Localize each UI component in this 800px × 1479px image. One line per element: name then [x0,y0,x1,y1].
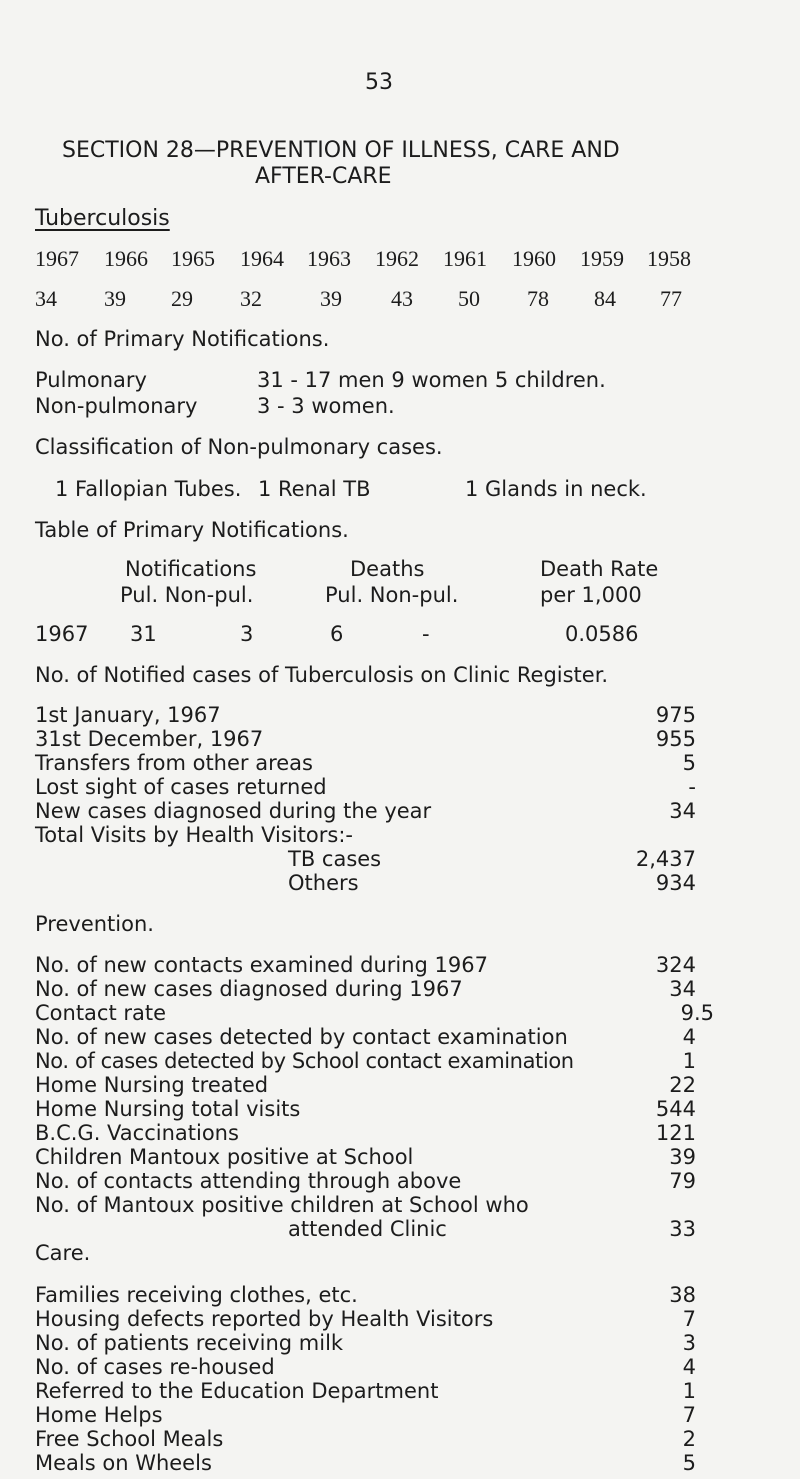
list-item-label: No. of Mantoux positive children at School who [35,1193,529,1217]
list-item-label: Others [288,871,359,895]
primary-notifications-heading: No. of Primary Notifications. [35,327,330,351]
classification-item: 1 Glands in neck. [465,477,647,501]
list-item-label: Home Helps [35,1403,163,1427]
table-heading: Table of Primary Notifications. [35,518,349,542]
list-item-value: 79 [669,1169,696,1193]
list-item-value: 9.5 [680,1001,714,1025]
list-item-value: 5 [682,751,696,775]
list-item-value: 4 [682,1025,696,1049]
col-notifications: Notifications [125,557,257,581]
list-item-label: No. of new cases detected by contact examination [35,1025,568,1049]
list-item-label: TB cases [288,847,382,871]
list-item-label: New cases diagnosed during the year [35,799,432,823]
count-cell: 50 [458,286,480,311]
section-title-line-1: SECTION 28—PREVENTION OF ILLNESS, CARE AND [62,138,620,163]
count-cell: 39 [320,286,342,311]
list-item-label: Total Visits by Health Visitors:- [35,823,353,847]
year-cell: 1962 [375,246,419,271]
count-cell: 32 [240,286,262,311]
count-cell: 84 [594,286,616,311]
row-value: 3 [240,622,254,646]
row-value: 31 [130,622,157,646]
list-item-label: No. of contacts attending through above [35,1169,462,1193]
list-item-label: 1st January, 1967 [35,703,221,727]
list-item-label: Lost sight of cases returned [35,775,327,799]
list-item-label: Free School Meals [35,1427,224,1451]
list-item-value: 324 [655,953,696,977]
list-item-value: 34 [669,799,696,823]
list-item-value: 7 [682,1307,696,1331]
pulmonary-label: Pulmonary [35,368,147,392]
list-item-label: No. of cases re-housed [35,1355,275,1379]
count-cell: 43 [391,286,413,311]
list-item-label: Children Mantoux positive at School [35,1145,414,1169]
pulmonary-text: 31 - 17 men 9 women 5 children. [257,368,606,392]
sub-notifications: Pul. Non-pul. [120,583,254,607]
list-item-value: 34 [669,977,696,1001]
year-cell: 1965 [171,246,215,271]
count-cell: 34 [35,286,57,311]
count-cell: 39 [104,286,126,311]
list-item-label: Families receiving clothes, etc. [35,1283,358,1307]
list-item-label: attended Clinic [288,1217,447,1241]
clinic-register-heading: No. of Notified cases of Tuberculosis on Clinic Register. [35,663,609,687]
list-item-label: Home Nursing total visits [35,1097,301,1121]
list-item-value: 7 [682,1403,696,1427]
section-title-line-2: AFTER-CARE [255,164,392,189]
year-cell: 1967 [35,246,79,271]
list-item-label: Contact rate [35,1001,167,1025]
list-item-value: 934 [655,871,696,895]
list-item-value: 975 [655,703,696,727]
list-item-value: 33 [669,1217,696,1241]
classification-heading: Classification of Non-pulmonary cases. [35,435,443,459]
list-item-value: 544 [655,1097,696,1121]
count-cell: 78 [527,286,549,311]
nonpulmonary-text: 3 - 3 women. [257,394,395,418]
year-cell: 1966 [104,246,148,271]
count-cell: 77 [660,286,682,311]
list-item-value: 38 [669,1283,696,1307]
list-item-label: Transfers from other areas [35,751,313,775]
list-item-value: 22 [669,1073,696,1097]
list-item-label: Home Nursing treated [35,1073,269,1097]
row-year: 1967 [35,622,89,646]
list-item-label: Meals on Wheels [35,1451,212,1475]
list-item-value: 5 [682,1451,696,1475]
year-cell: 1963 [307,246,351,271]
row-value: 0.0586 [565,622,639,646]
list-item-label: No. of cases detected by School contact examination [35,1049,574,1073]
list-item-label: No. of new cases diagnosed during 1967 [35,977,463,1001]
row-value: - [422,622,430,646]
list-item-value: 3 [682,1331,696,1355]
list-item-value: 2,437 [635,847,696,871]
list-item-label: No. of new contacts examined during 1967 [35,953,488,977]
list-item-label: B.C.G. Vaccinations [35,1121,239,1145]
list-item-value: 2 [682,1427,696,1451]
year-cell: 1961 [443,246,487,271]
list-item-label: Referred to the Education Department [35,1379,439,1403]
list-item-label: 31st December, 1967 [35,727,264,751]
nonpulmonary-label: Non-pulmonary [35,394,198,418]
classification-item: 1 Renal TB [258,477,371,501]
prevention-heading: Prevention. [35,912,154,936]
sub-death-rate: per 1,000 [540,583,642,607]
page-number: 53 [365,70,393,95]
list-item-value: 1 [682,1379,696,1403]
year-cell: 1960 [512,246,556,271]
col-deaths: Deaths [350,557,425,581]
list-item-value: 1 [682,1049,696,1073]
list-item-value: 4 [682,1355,696,1379]
list-item-value: 39 [669,1145,696,1169]
year-cell: 1959 [580,246,624,271]
list-item-label: Housing defects reported by Health Visitors [35,1307,494,1331]
year-cell: 1964 [240,246,284,271]
classification-item: 1 Fallopian Tubes. [55,477,242,501]
tuberculosis-heading: Tuberculosis [35,206,170,231]
care-heading: Care. [35,1241,91,1265]
sub-deaths: Pul. Non-pul. [325,583,459,607]
list-item-value: 121 [655,1121,696,1145]
col-death-rate: Death Rate [540,557,659,581]
list-item-value: - [688,775,696,799]
list-item-label: No. of patients receiving milk [35,1331,344,1355]
list-item-value: 955 [655,727,696,751]
year-cell: 1958 [647,246,691,271]
count-cell: 29 [171,286,193,311]
row-value: 6 [330,622,344,646]
